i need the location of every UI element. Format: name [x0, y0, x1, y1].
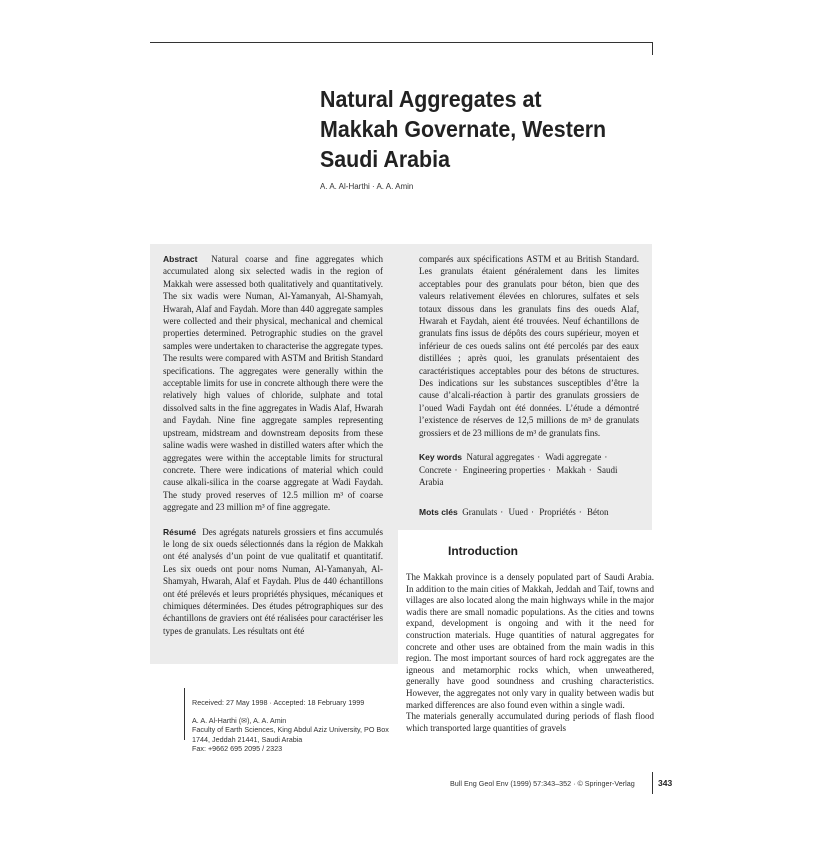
keyword-item: Makkah — [556, 464, 586, 475]
article-title — [320, 84, 636, 174]
title-line: Natural Aggregates at — [320, 86, 542, 112]
keyword-item: Wadi aggregate — [545, 452, 602, 463]
keyword-item: Engineering properties — [462, 464, 545, 475]
affiliation-dept: Faculty of Earth Sciences, King Abdul Aziz University, PO Box — [192, 725, 389, 735]
title-line: Saudi Arabia — [320, 146, 450, 172]
introduction-paragraph: The materials generally accumulated during periods of flash flood which transported large quantities of gravels — [406, 711, 654, 733]
affiliation-address: 1744, Jeddah 21441, Saudi Arabia — [192, 734, 303, 744]
mots-cles-item: Uued — [508, 507, 528, 518]
abstract-text: Natural coarse and fine aggregates which accumulated along six selected wadis in the region of Makkah were assessed both qualitatively and quantitatively. The six wadis were Numan, Al-Yamanyah, Al-Shamyah, Hwarah, Alaf and Faydah. More than 440 aggregate samples were collected and their physical, mechanical and chemical properties determined. Petrographic studies on the gravel samples were undertaken to characterise the aggregate types. The results were compared with ASTM and British Standard specifications. The aggregates were generally within the acceptable limits for use in concrete although there were the relatively high values of chloride, sulphate and total dissolved salts in the fine aggregates in Wadis Alaf, Hwarah and Faydah. Nine fine aggregate samples representing upstream, midstream and downstream deposits from these saline wadis were washed in distilled waters after which the aggregates were within the acceptable limits for structural concrete. There were indications of material which could cause alkali-silica in the coarse aggregate at Wadi Faydah. The study proved reserves of 12.5 million m³ of coarse aggregate and 23 million m³ of fine aggregate. — [163, 254, 384, 513]
mots-cles-item: Granulats — [462, 507, 498, 518]
received-rule — [184, 688, 185, 740]
top-rule — [150, 42, 652, 43]
introduction-paragraph: The Makkah province is a densely populated part of Saudi Arabia. In addition to the main cities of Makkah, Jeddah and Taif, towns and villages are also located along the main highways while in the major wadis there are small nomadic populations. As the cities and towns expand, development is ongoing and with it the need for construction materials. Huge quantities of natural aggregates for concrete and other uses are obtained from the main wadis in this region. The most important sources of hard rock aggregates are the igneous and metamorphic rocks which, when unweathered, generally have good soundness and crushing characteristics. However, the aggregates not only vary in quality between wadis but marked differences are also found even within a single wadi. — [406, 572, 654, 710]
resume-label: Résumé — [163, 526, 197, 537]
introduction-body — [406, 572, 654, 734]
abstract-left-column — [163, 253, 383, 649]
keywords-label: Key words — [419, 452, 462, 463]
affiliation-name: A. A. Al-Harthi (✉), A. A. Amin — [192, 716, 287, 725]
resume-text: Des agrégats naturels grossiers et fins accumulés le long de six oueds sélectionnés dans la région de Makkah ont été analysés d’un point de vue qualitatif et quantitatif. Les six oueds ont pour noms Numan, Al-Yamanyah, Al-Shamyah, Hwarah, Alaf et Faydah. Plus de 440 échantillons ont été prélevés et leurs propriétés physiques, mécaniques et chimiques déterminées. Des études pétrographiques sur des échantillons de graviers ont été réalisées pour caractériser les types de granulats. Les résultats ont été — [163, 526, 383, 636]
mots-cles-item: Béton — [587, 507, 609, 518]
mots-cles-label: Mots clés — [419, 507, 458, 518]
section-heading-introduction: Introduction — [448, 544, 518, 558]
resume-continued: comparés aux spécifications ASTM et au British Standard. Les granulats étaient généralement dans les limites acceptables pour des granulats pour béton, bien que des valeurs relativement élevées en chlorures, sulfates et sels totaux dissous dans les granulats fins des oueds Alaf, Hwarah et Faydah, aient été trouvées. Neuf échantillons de granulats fins issus de dépôts des cours supérieur, moyen et inférieur de ces oueds salins ont été percolés par des eaux distillées ; après quoi, les granulats présentaient des caractéristiques acceptables pour des bétons de structures. Des indications sur les substances susceptibles d’être la cause d’alcali-réaction à partir des granulats grossiers de l’oued Wadi Faydah ont été données. L’étude a démontré l’existence de réserves de 12,5 millions de m³ de granulats grossiers et de 23 millions de m³ de granulats fins. — [419, 254, 639, 438]
affiliation-fax: Fax: +9662 695 2095 / 2323 — [192, 744, 283, 754]
mots-cles: Mots clés Granulats · Uued · Propriétés · Béton — [419, 507, 609, 518]
keyword-item: Saudi Arabia — [419, 464, 618, 487]
resume-paragraph — [163, 526, 383, 638]
abstract-label: Abstract — [163, 254, 198, 264]
mots-cles-item: Propriétés — [539, 507, 576, 518]
keywords: Key words Natural aggregates · Wadi aggregate · Concrete · Engineering properties · Makkah · Saudi Arabia — [419, 452, 618, 487]
title-line: Makkah Governate, Western — [320, 116, 607, 142]
keyword-item: Natural aggregates — [466, 452, 535, 463]
received-dates: Received: 27 May 1998 · Accepted: 18 February 1999 — [192, 698, 365, 707]
footer-rule — [652, 772, 653, 794]
keyword-item: Concrete — [419, 464, 452, 475]
author-affiliation — [192, 716, 397, 754]
journal-footer: Bull Eng Geol Env (1999) 57:343–352 · © Springer-Verlag — [450, 779, 635, 788]
page-number: 343 — [658, 778, 673, 788]
author-line: A. A. Al-Harthi · A. A. Amin — [320, 182, 414, 191]
abstract-paragraph — [163, 253, 383, 514]
abstract-right-column — [419, 253, 639, 519]
top-rule-tick — [652, 42, 653, 55]
